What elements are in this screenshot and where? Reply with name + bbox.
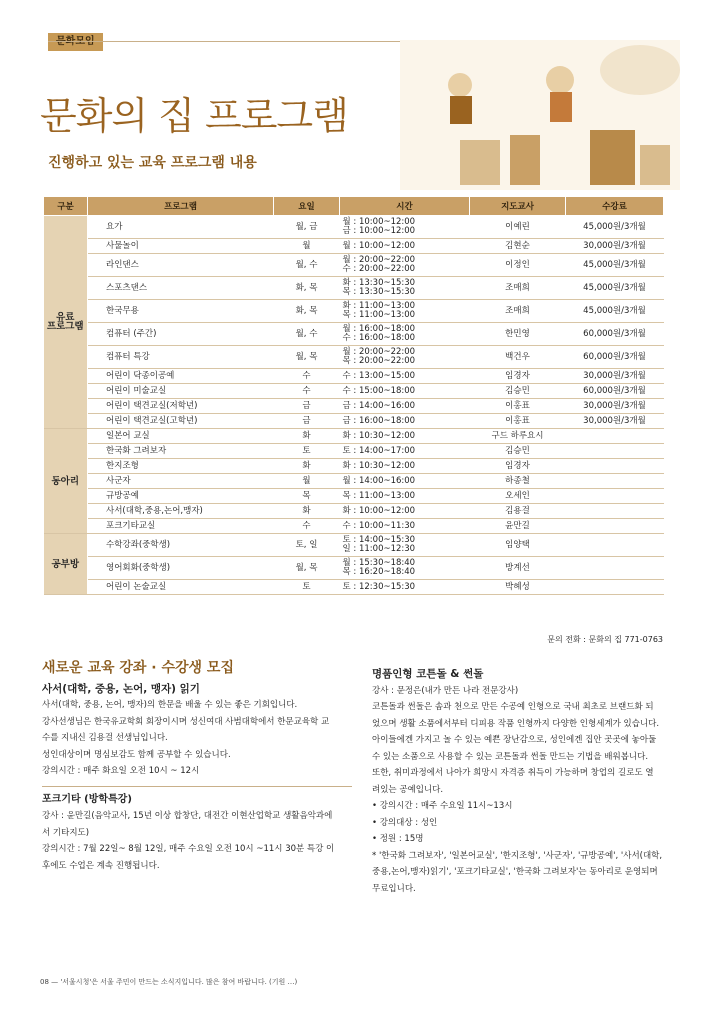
program-cell: 요가 (88, 216, 274, 239)
teacher-cell: 구드 하루요시 (470, 429, 566, 444)
contact-info: 문의 전화 : 문화의 집 771-0763 (547, 635, 663, 644)
table-row (44, 414, 664, 429)
day-cell: 월, 수 (274, 323, 340, 346)
time-cell: 토 : 14:00~17:00 (340, 444, 470, 459)
table-row (44, 429, 664, 444)
time-cell: 토 : 14:00~15:30 일 : 11:00~12:30 (340, 534, 470, 557)
children-painting-illustration (400, 40, 680, 190)
text-line: 었으며 생활 소품에서부터 디피용 작품 인형까지 다양한 인형세계가 있습니다. (372, 718, 660, 729)
column-header: 구분 (44, 197, 88, 216)
text-line: 서 기타지도) (42, 827, 90, 838)
bullet-item: • 정원 : 15명 (372, 834, 424, 844)
table-row (44, 444, 664, 459)
day-cell: 수 (274, 369, 340, 384)
teacher-cell: 임경자 (470, 459, 566, 474)
teacher-cell: 방계선 (470, 557, 566, 580)
fee-cell: 30,000원/3개월 (566, 399, 664, 414)
doll-title: 명품인형 코튼돌 & 썬돌 (372, 668, 484, 680)
table-row (44, 239, 664, 254)
table-row (44, 216, 664, 239)
day-cell: 월, 금 (274, 216, 340, 239)
day-cell: 금 (274, 414, 340, 429)
teacher-cell: 김승민 (470, 384, 566, 399)
page-subtitle: 진행하고 있는 교육 프로그램 내용 (48, 155, 257, 171)
fee-cell (566, 474, 664, 489)
program-table (43, 196, 664, 595)
teacher-cell: 김현순 (470, 239, 566, 254)
time-cell: 월 : 20:00~22:00 수 : 20:00~22:00 (340, 254, 470, 277)
table-row (44, 384, 664, 399)
text-line: 강사선생님은 한국유교학회 회장이시며 성신여대 사범대학에서 한문교육학 교 (42, 716, 330, 727)
section-tag (48, 33, 103, 51)
program-cell: 규방공예 (88, 489, 274, 504)
note-line: 중용,논어,맹자)읽기', '포크기타교실', '한국화 그려보자'는 동아리로 운영되며 (372, 867, 658, 877)
recruit-heading: 새로운 교육 강좌 · 수강생 모집 (42, 660, 234, 676)
table-row (44, 489, 664, 504)
program-cell: 한국화 그려보자 (88, 444, 274, 459)
text-line: 강사 : 문정은(내가 만든 나라 전문강사) (372, 685, 519, 696)
time-cell: 화 : 11:00~13:00 목 : 11:00~13:00 (340, 300, 470, 323)
fee-cell (566, 444, 664, 459)
teacher-cell: 임양택 (470, 534, 566, 557)
time-cell: 화 : 10:30~12:00 (340, 459, 470, 474)
time-cell: 월 : 16:00~18:00 수 : 16:00~18:00 (340, 323, 470, 346)
day-cell: 화 (274, 429, 340, 444)
time-cell: 토 : 12:30~15:30 (340, 580, 470, 595)
day-cell: 월, 수 (274, 254, 340, 277)
program-cell: 컴퓨터 특강 (88, 346, 274, 369)
day-cell: 월, 목 (274, 346, 340, 369)
program-cell: 한지조형 (88, 459, 274, 474)
table-row (44, 459, 664, 474)
column-header: 지도교사 (470, 197, 566, 216)
guitar-title: 포크기타 (방학특강) (42, 786, 352, 809)
fee-cell (566, 459, 664, 474)
text-line: 아이들에겐 가지고 놀 수 있는 예쁜 장난감으로, 성인에겐 집안 곳곳에 놓아둘 (372, 735, 657, 745)
fee-cell: 30,000원/3개월 (566, 239, 664, 254)
program-cell: 어린이 미술교실 (88, 384, 274, 399)
day-cell: 월 (274, 474, 340, 489)
table-header-row (44, 197, 664, 216)
column-header: 프로그램 (88, 197, 274, 216)
fee-cell (566, 489, 664, 504)
fee-cell: 45,000원/3개월 (566, 300, 664, 323)
fee-cell (566, 429, 664, 444)
bullet-item: • 강의대상 : 성인 (372, 817, 438, 828)
fee-cell: 45,000원/3개월 (566, 277, 664, 300)
time-cell: 금 : 16:00~18:00 (340, 414, 470, 429)
program-cell: 수학강좌(중학생) (88, 534, 274, 557)
program-cell: 컴퓨터 (주간) (88, 323, 274, 346)
table-row (44, 369, 664, 384)
program-cell: 일본어 교실 (88, 429, 274, 444)
sase-title: 사서(대학, 중용, 논어, 맹자) 읽기 (42, 682, 200, 695)
teacher-cell: 이예린 (470, 216, 566, 239)
text-line: 강사 : 윤만길(음악교사, 15년 이상 합창단, 대전간 이현산업학교 생활음악과에 (42, 811, 333, 821)
program-cell: 어린이 택견교실(고학년) (88, 414, 274, 429)
text-line: 강의시간 : 7월 22일~ 8월 12일, 매주 수요일 오전 10시 ~11시 30분 특강 이 (42, 844, 335, 854)
program-cell: 어린이 논술교실 (88, 580, 274, 595)
table-row (44, 504, 664, 519)
bullet-item: • 강의시간 : 매주 수요일 11시~13시 (372, 801, 513, 811)
table-row (44, 580, 664, 595)
page-title: 문화의 집 프로그램 (40, 94, 348, 138)
time-cell: 월 : 14:00~16:00 (340, 474, 470, 489)
time-cell: 월 : 10:00~12:00 (340, 239, 470, 254)
day-cell: 월 (274, 239, 340, 254)
text-line: 성인대상이며 명심보감도 함께 공부할 수 있습니다. (42, 749, 231, 760)
time-cell: 월 : 20:00~22:00 목 : 20:00~22:00 (340, 346, 470, 369)
program-cell: 사군자 (88, 474, 274, 489)
time-cell: 화 : 13:30~15:30 목 : 13:30~15:30 (340, 277, 470, 300)
note-line: * '한국화 그려보자', '일본어교실', '한지조형', '사군자', '규방공예', '사서(대학, (372, 850, 663, 861)
table-row (44, 534, 664, 557)
fee-cell (566, 580, 664, 595)
teacher-cell: 이정인 (470, 254, 566, 277)
day-cell: 토, 일 (274, 534, 340, 557)
text-line: 수를 지내신 김용걸 선생님입니다. (42, 733, 168, 743)
table-row (44, 346, 664, 369)
text-line: 사서(대학, 중용, 논어, 맹자)의 한문을 배울 수 있는 좋은 기회입니다. (42, 700, 298, 710)
teacher-cell: 이홍표 (470, 399, 566, 414)
table-row (44, 323, 664, 346)
time-cell: 수 : 13:00~15:00 (340, 369, 470, 384)
table-row (44, 399, 664, 414)
teacher-cell: 박혜성 (470, 580, 566, 595)
day-cell: 화, 목 (274, 277, 340, 300)
time-cell: 수 : 10:00~11:30 (340, 519, 470, 534)
day-cell: 토 (274, 444, 340, 459)
fee-cell: 45,000원/3개월 (566, 254, 664, 277)
teacher-cell: 조매희 (470, 277, 566, 300)
teacher-cell: 김승민 (470, 444, 566, 459)
time-cell: 월 : 15:30~18:40 목 : 16:20~18:40 (340, 557, 470, 580)
teacher-cell: 윤만길 (470, 519, 566, 534)
category-cell: 유료 프로그램 (44, 216, 88, 429)
program-cell: 영어회화(중학생) (88, 557, 274, 580)
table-row (44, 557, 664, 580)
column-header: 시간 (340, 197, 470, 216)
teacher-cell: 이홍표 (470, 414, 566, 429)
text-line: 후에도 수업은 계속 진행됩니다. (42, 860, 160, 871)
teacher-cell: 백건우 (470, 346, 566, 369)
fee-cell (566, 557, 664, 580)
text-line: 또한, 취미과정에서 나아가 희망시 자격증 취득이 가능하며 창업의 길로도 열 (372, 768, 654, 778)
fee-cell (566, 534, 664, 557)
text-line: 강의시간 : 매주 화요일 오전 10시 ~ 12시 (42, 766, 200, 776)
program-cell: 사서(대학,중용,논어,맹자) (88, 504, 274, 519)
program-cell: 어린이 택견교실(저학년) (88, 399, 274, 414)
category-cell: 동아리 (44, 429, 88, 534)
fee-cell: 60,000원/3개월 (566, 323, 664, 346)
column-header: 수강료 (566, 197, 664, 216)
day-cell: 수 (274, 384, 340, 399)
day-cell: 화 (274, 504, 340, 519)
day-cell: 화 (274, 459, 340, 474)
day-cell: 금 (274, 399, 340, 414)
text-line: 수 있는 소품으로 사용할 수 있는 코튼돌과 썬돌 만드는 기법을 배워봅니다. (372, 751, 649, 762)
time-cell: 화 : 10:00~12:00 (340, 504, 470, 519)
time-cell: 목 : 11:00~13:00 (340, 489, 470, 504)
table-row (44, 474, 664, 489)
program-cell: 포크기타교실 (88, 519, 274, 534)
text-line: 코튼돌과 썬돌은 솜과 천으로 만든 수공예 인형으로 국내 최초로 브랜드화 되 (372, 702, 654, 712)
program-cell: 라인댄스 (88, 254, 274, 277)
teacher-cell: 하종철 (470, 474, 566, 489)
table-row (44, 254, 664, 277)
teacher-cell: 오세인 (470, 489, 566, 504)
teacher-cell: 김용걸 (470, 504, 566, 519)
program-cell: 사물놀이 (88, 239, 274, 254)
day-cell: 목 (274, 489, 340, 504)
note-line: 무료입니다. (372, 883, 416, 894)
day-cell: 수 (274, 519, 340, 534)
fee-cell (566, 504, 664, 519)
text-line: 려있는 공예입니다. (372, 784, 444, 795)
fee-cell: 30,000원/3개월 (566, 414, 664, 429)
left-column (42, 660, 352, 874)
fee-cell: 60,000원/3개월 (566, 384, 664, 399)
day-cell: 토 (274, 580, 340, 595)
time-cell: 수 : 15:00~18:00 (340, 384, 470, 399)
time-cell: 월 : 10:00~12:00 금 : 10:00~12:00 (340, 216, 470, 239)
program-cell: 한국무용 (88, 300, 274, 323)
day-cell: 화, 목 (274, 300, 340, 323)
category-cell: 공부방 (44, 534, 88, 595)
fee-cell: 30,000원/3개월 (566, 369, 664, 384)
time-cell: 화 : 10:30~12:00 (340, 429, 470, 444)
day-cell: 월, 목 (274, 557, 340, 580)
program-cell: 스포츠댄스 (88, 277, 274, 300)
fee-cell: 60,000원/3개월 (566, 346, 664, 369)
right-column (372, 666, 672, 897)
footer-note: 08 — '서울시청'은 서울 주민이 만드는 소식지입니다. 많은 참여 바랍니다. (기원 …) (40, 978, 298, 986)
table-row (44, 300, 664, 323)
teacher-cell: 한민영 (470, 323, 566, 346)
time-cell: 금 : 14:00~16:00 (340, 399, 470, 414)
program-cell: 어린이 닥종이공예 (88, 369, 274, 384)
fee-cell: 45,000원/3개월 (566, 216, 664, 239)
table-row (44, 519, 664, 534)
teacher-cell: 임경자 (470, 369, 566, 384)
fee-cell (566, 519, 664, 534)
column-header: 요일 (274, 197, 340, 216)
teacher-cell: 조매희 (470, 300, 566, 323)
table-row (44, 277, 664, 300)
